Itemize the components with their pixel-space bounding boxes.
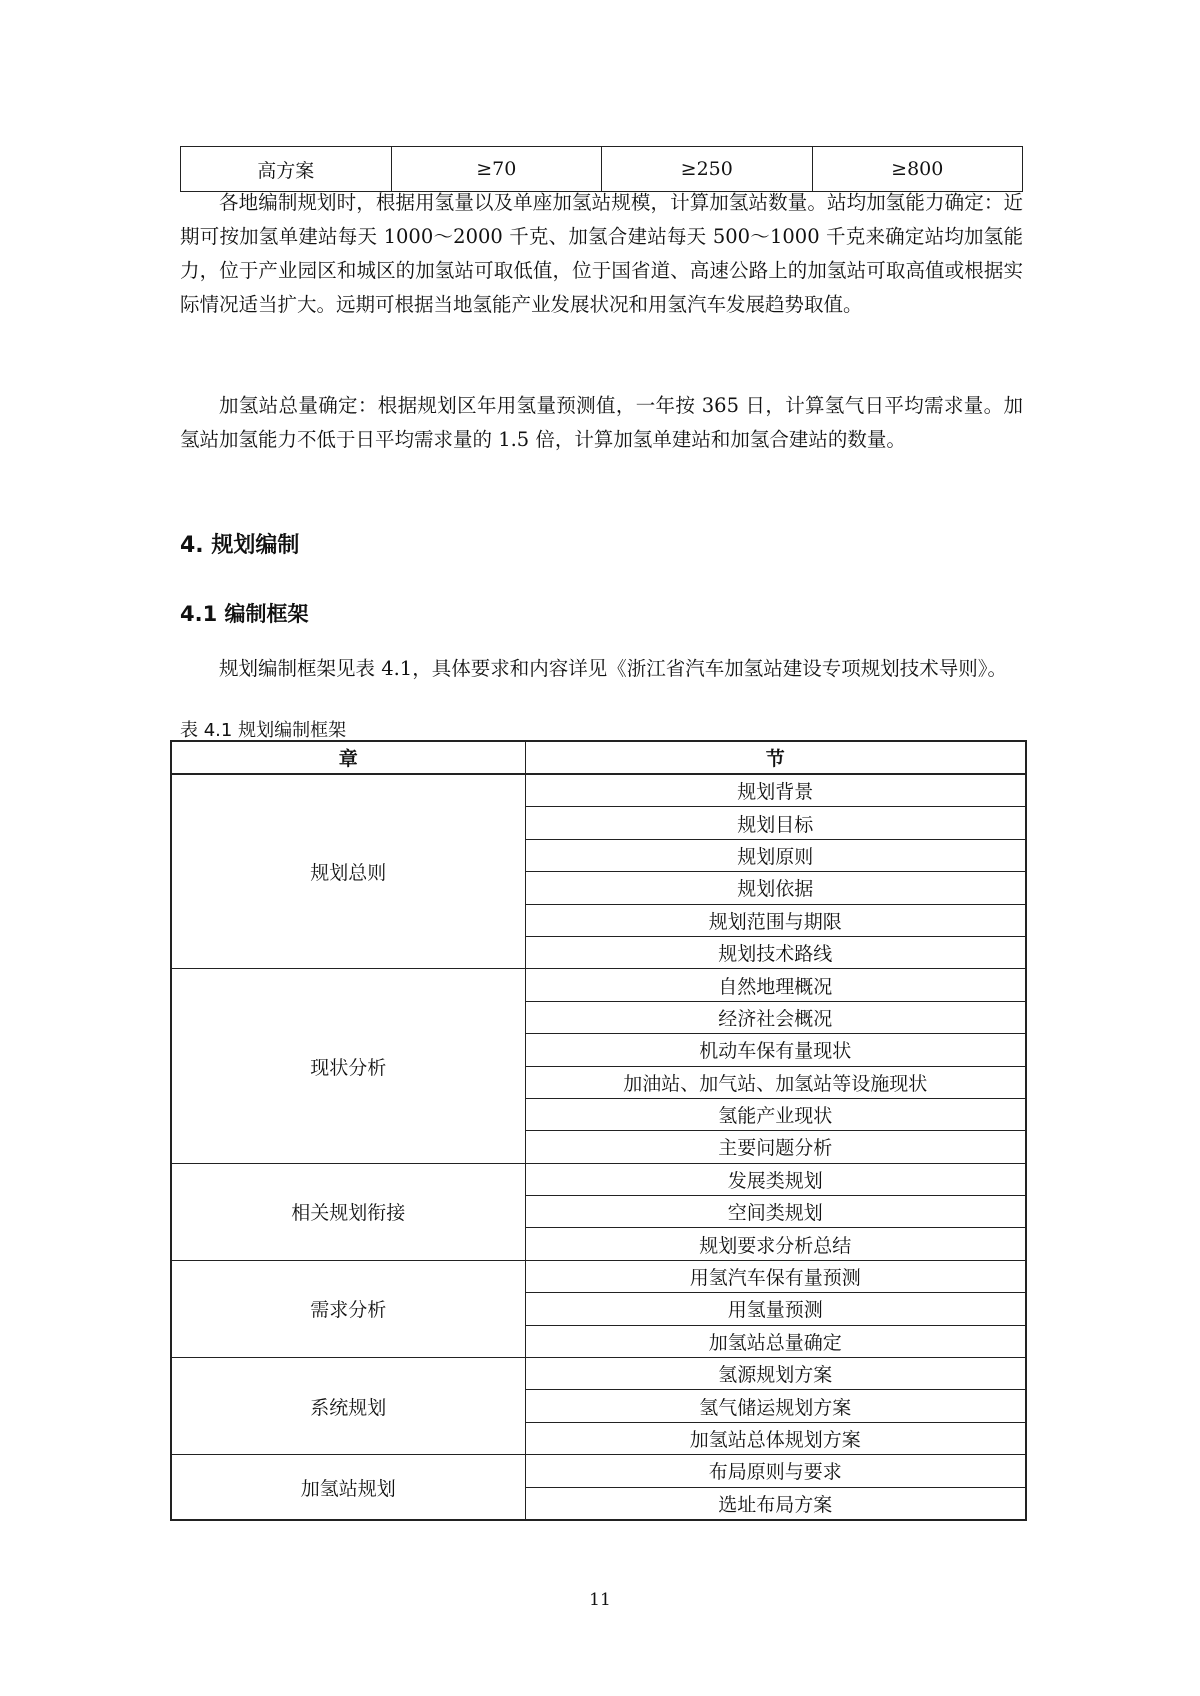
section-cell: 自然地理概况	[525, 969, 1026, 1001]
section-cell: 发展类规划	[525, 1163, 1026, 1195]
chapter-cell: 相关规划衔接	[171, 1163, 525, 1260]
section-cell: 加氢站总体规划方案	[525, 1422, 1026, 1454]
section-cell: 选址布局方案	[525, 1487, 1026, 1520]
column-header-chapter: 章	[171, 741, 525, 774]
chapter-cell: 系统规划	[171, 1358, 525, 1455]
table-cell: ≥250	[602, 147, 813, 192]
section-cell: 规划依据	[525, 872, 1026, 904]
section-cell: 加油站、加气站、加氢站等设施现状	[525, 1066, 1026, 1098]
table-row	[171, 1163, 1026, 1195]
chapter-cell: 现状分析	[171, 969, 525, 1163]
section-cell: 经济社会概况	[525, 1001, 1026, 1033]
table-row	[171, 1358, 1026, 1390]
table-header-row	[171, 741, 1026, 774]
section-cell: 规划背景	[525, 774, 1026, 807]
section-cell: 机动车保有量现状	[525, 1034, 1026, 1066]
heading-planning: 4. 规划编制	[180, 533, 300, 558]
section-cell: 用氢汽车保有量预测	[525, 1260, 1026, 1292]
section-cell: 规划要求分析总结	[525, 1228, 1026, 1260]
section-cell: 氢气储运规划方案	[525, 1390, 1026, 1422]
framework-table	[170, 740, 1027, 1521]
section-cell: 主要问题分析	[525, 1131, 1026, 1163]
table-body	[171, 774, 1026, 1520]
table-cell: ≥800	[812, 147, 1023, 192]
section-cell: 规划技术路线	[525, 936, 1026, 968]
table-row	[171, 969, 1026, 1001]
paragraph-intro: 规划编制框架见表 4.1，具体要求和内容详见《浙江省汽车加氢站建设专项规划技术导则》。	[219, 657, 1007, 680]
column-header-section: 节	[525, 741, 1026, 774]
paragraph-station-capacity: 各地编制规划时，根据用氢量以及单座加氢站规模，计算加氢站数量。站均加氢能力确定：近期可按加氢单建站每天 1000～2000 千克、加氢合建站每天 500～1000 千克来确定站均加氢能力，位于产业园区和城区的加氢站可取低值，位于国省道、高速公路上的加氢站可取高值或根据实际情况适当扩大。远期可根据当地氢能产业发展状况和用氢汽车发展趋势取值。	[180, 191, 1023, 316]
section-cell: 规划范围与期限	[525, 904, 1026, 936]
section-cell: 氢源规划方案	[525, 1358, 1026, 1390]
heading-framework: 4.1 编制框架	[180, 602, 309, 626]
chapter-cell: 规划总则	[171, 774, 525, 969]
table-row	[171, 1260, 1026, 1292]
chapter-cell: 加氢站规划	[171, 1455, 525, 1520]
section-cell: 用氢量预测	[525, 1293, 1026, 1325]
table-cell: 高方案	[181, 147, 392, 192]
section-cell: 加氢站总量确定	[525, 1325, 1026, 1357]
page-number: 11	[589, 1590, 611, 1610]
chapter-cell: 需求分析	[171, 1260, 525, 1357]
section-cell: 规划原则	[525, 839, 1026, 871]
section-cell: 规划目标	[525, 807, 1026, 839]
table-cell: ≥70	[391, 147, 602, 192]
section-cell: 空间类规划	[525, 1196, 1026, 1228]
table-row	[181, 147, 1023, 192]
paragraph-station-total: 加氢站总量确定：根据规划区年用氢量预测值，一年按 365 日，计算氢气日平均需求量。加氢站加氢能力不低于日平均需求量的 1.5 倍，计算加氢单建站和加氢合建站的数量。	[180, 394, 1023, 451]
table-row	[171, 774, 1026, 807]
table-caption: 表 4.1 规划编制框架	[180, 720, 347, 741]
table-row	[171, 1455, 1026, 1487]
section-cell: 布局原则与要求	[525, 1455, 1026, 1487]
section-cell: 氢能产业现状	[525, 1098, 1026, 1130]
